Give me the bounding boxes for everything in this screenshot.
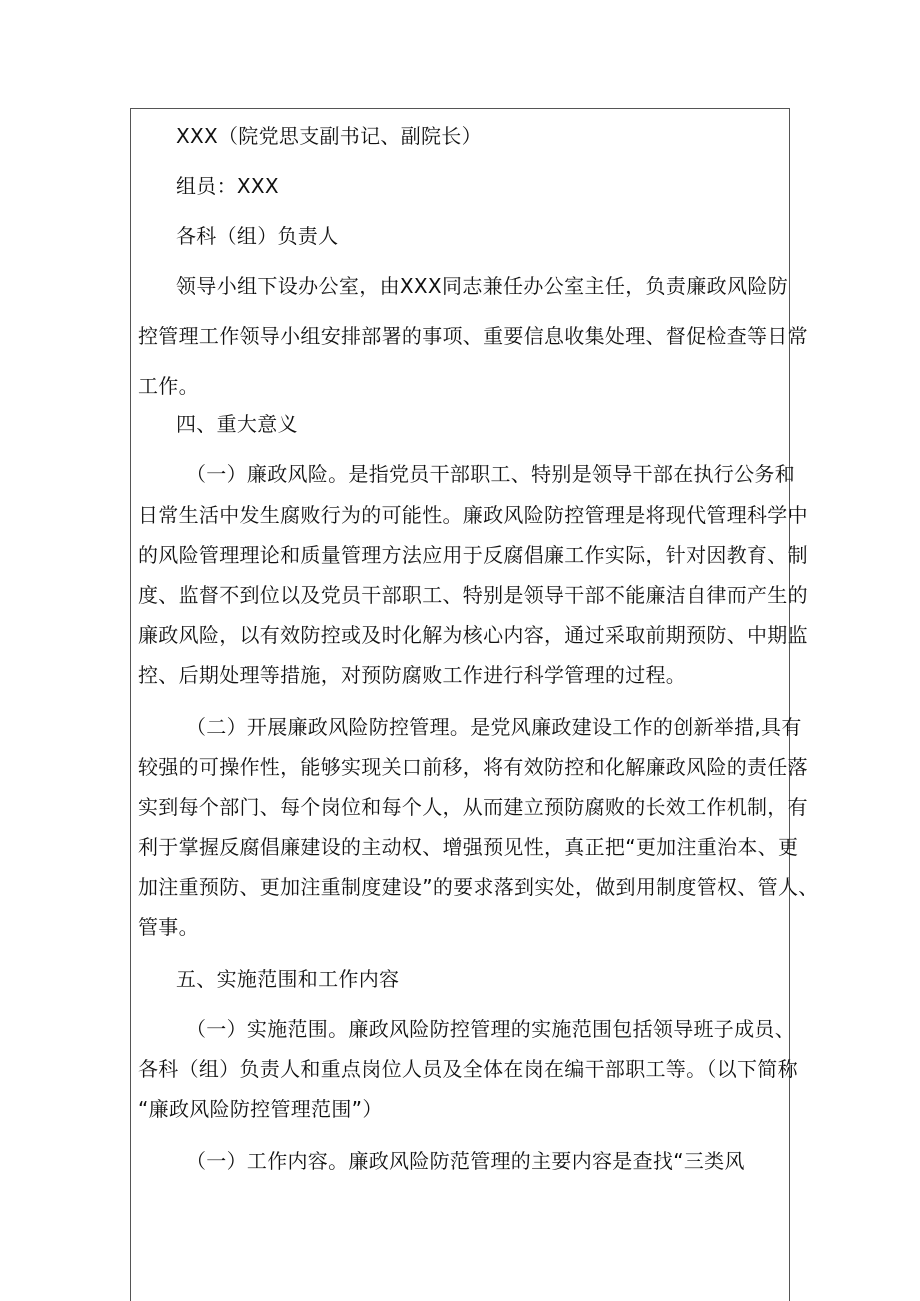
paragraph-line: 度、监督不到位以及党员干部职工、特别是领导干部不能廉洁自律而产生的 — [138, 583, 808, 607]
paragraph-line: 工作。 — [138, 374, 199, 398]
section-heading: 五、实施范围和工作内容 — [176, 967, 400, 991]
paragraph-line: （二）开展廉政风险防控管理。是党风廉政建设工作的创新举措,具有 — [186, 715, 802, 739]
paragraph-line: 控、后期处理等措施，对预防腐败工作进行科学管理的过程。 — [138, 663, 687, 687]
paragraph-line: 廉政风险，以有效防控或及时化解为核心内容，通过采取前期预防、中期监 — [138, 623, 808, 647]
paragraph-line: 控管理工作领导小组安排部署的事项、重要信息收集处理、督促检查等日常 — [138, 324, 808, 348]
paragraph-line: 日常生活中发生腐败行为的可能性。廉政风险防控管理是将现代管理科学中 — [138, 503, 808, 527]
paragraph-line: （一）廉政风险。是指党员干部职工、特别是领导干部在执行公务和 — [186, 462, 795, 486]
paragraph-line: （一）工作内容。廉政风险防范管理的主要内容是查找“三类风 — [186, 1149, 745, 1173]
paragraph-line: 实到每个部门、每个岗位和每个人，从而建立预防腐败的长效工作机制，有 — [138, 795, 808, 819]
section-heading: 四、重大意义 — [176, 412, 298, 436]
paragraph-line: 利于掌握反腐倡廉建设的主动权、增强预见性，真正把“更加注重治本、更 — [138, 835, 799, 859]
paragraph-line: （一）实施范围。廉政风险防控管理的实施范围包括领导班子成员、 — [186, 1017, 795, 1041]
paragraph-line: “廉政风险防控管理范围”） — [138, 1097, 383, 1121]
paragraph-line: 较强的可操作性，能够实现关口前移，将有效防控和化解廉政风险的责任落 — [138, 755, 808, 779]
department-heads-line: 各科（组）负责人 — [176, 224, 339, 248]
paragraph-line: 领导小组下设办公室，由XXX同志兼任办公室主任，负责廉政风险防 — [176, 274, 788, 298]
paragraph-line: 的风险管理理论和质量管理方法应用于反腐倡廉工作实际，针对因教育、制 — [138, 543, 808, 567]
member-line: 组员：XXX — [176, 174, 279, 198]
leader-line: XXX（院党思支副书记、副院长） — [176, 124, 482, 148]
paragraph-line: 管事。 — [138, 915, 199, 939]
paragraph-line: 各科（组）负责人和重点岗位人员及全体在岗在编干部职工等。（以下简称 — [138, 1057, 798, 1081]
paragraph-line: 加注重预防、更加注重制度建设”的要求落到实处，做到用制度管权、管人、 — [138, 875, 819, 899]
